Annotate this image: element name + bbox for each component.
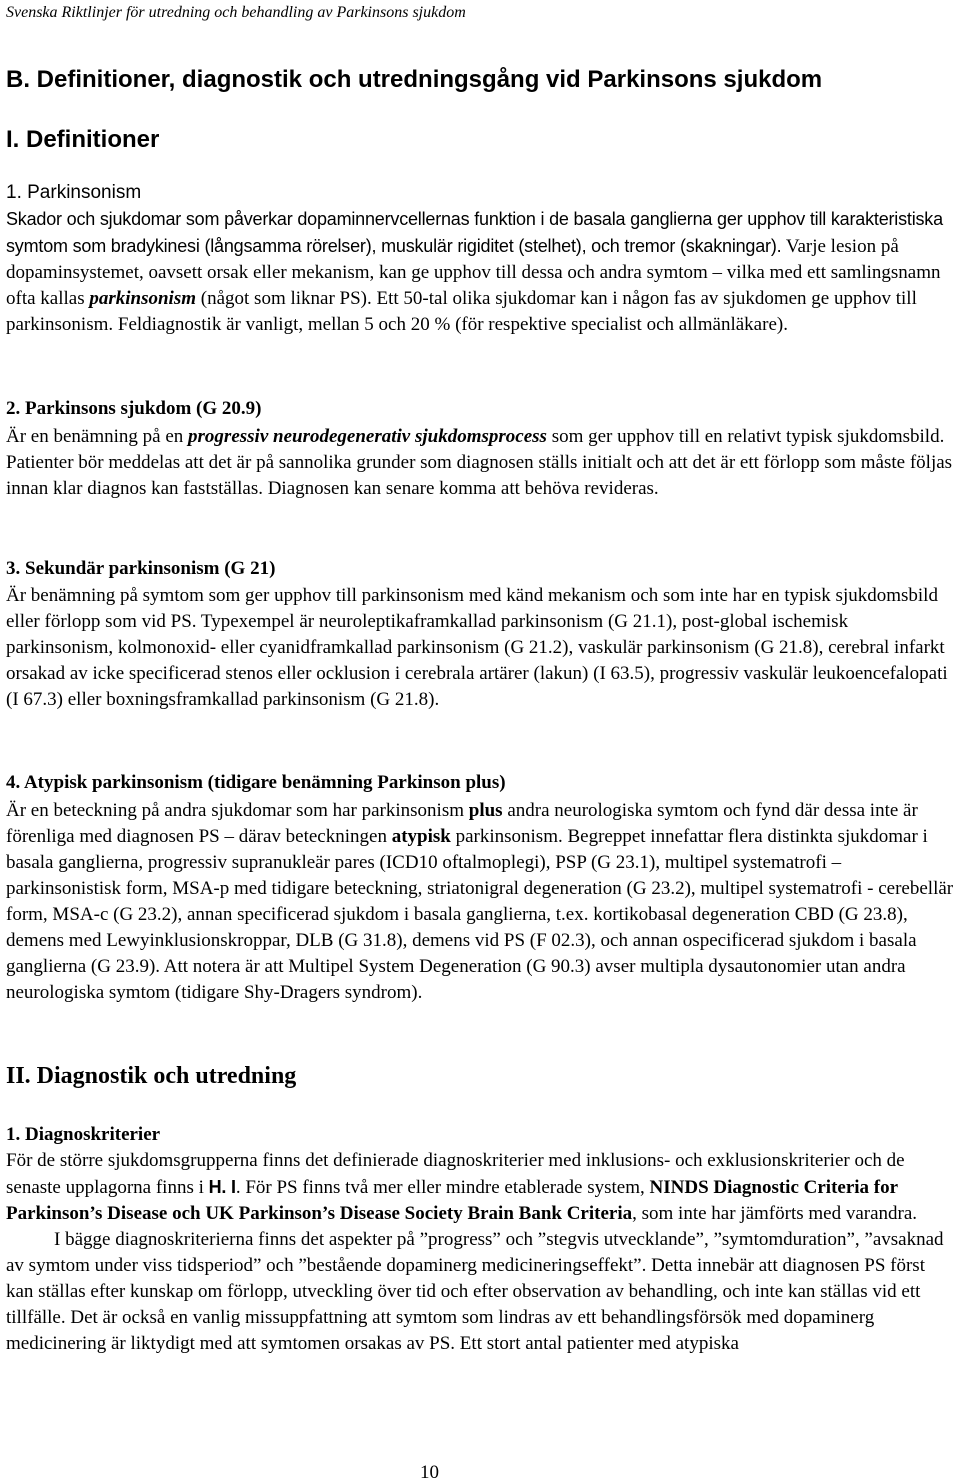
section-heading-definitioner: I. Definitioner [6, 126, 160, 153]
paragraph-diagnoskriterier [6, 1148, 956, 1357]
paragraph-parkinsonism [6, 206, 956, 338]
bold-criteria: NINDS Diagnostic Criteria for Parkinson’s Disease och UK Parkinson’s Disease Society Brain Bank Criteria [6, 1177, 898, 1224]
subsection-heading-sekundar: 3. Sekundär parkinsonism (G 21) [6, 558, 276, 579]
subsection-heading-diagnoskriterier: 1. Diagnoskriterier [6, 1124, 161, 1145]
bold-atypisk: atypisk [391, 826, 451, 847]
reference-link: H. I [208, 1177, 236, 1197]
paragraph-text: I bägge diagnoskriterierna finns det aspekter på ”progress” och ”stegvis utvecklande”, ”symtomduration”, ”avsaknad av symtom under viss tidsperiod” och ”bestående dopaminerg medicineringseffekt”. Detta innebär att diagnosen PS först kan ställas efter kunskap om förlopp, utveckling över tid och efter observation av behandling, och inte kan ställas vid ett tillfälle. Det är också en vanlig missuppfattning att symtom som lindras av ett behandlingsförsök med dopaminerg medicinering är liktydigt med att symtomen orsakas av PS. Ett stort antal patienter med atypiska [6, 1229, 944, 1354]
term-parkinsonism: parkinsonism [89, 288, 197, 309]
paragraph-atypisk [6, 798, 956, 1006]
bold-plus: plus [468, 800, 503, 821]
paragraph-text: som ger upphov till en relativt typisk sjukdomsbild. Patienter bör meddelas att det är på sannolika grunder som diagnosen ställs initialt och att det är ett förlopp som måste följas innan klar diagnos kan fastställas. Diagnosen kan senare komma att behöva revideras. [6, 426, 953, 499]
paragraph-text: (något som liknar PS). Ett 50-tal olika sjukdomar kan i någon fas av sjukdomen ge upphov till parkinsonism. Feldiagnostik är vanligt, mellan 5 och 20 % (för respektive specialist och allmänläkare). [6, 288, 917, 335]
paragraph-text: parkinsonism. Begreppet innefattar flera distinkta sjukdomar i basala ganglierna, progressiv supranukleär pares (ICD10 oftalmoplegi), PSP (G 23.1), multipel systematrofi – parkinsonistisk form, MSA-p med tidigare beteckning, striatonigral degeneration (G 23.2), multipel systematrofi - cerebellär form, MSA-c (G 23.2), annan specificerad sjukdom i basala ganglierna, t.ex. kortikobasal degeneration CBD (G 23.8), demens med Lewyinklusionskroppar, DLB (G 31.8), demens vid PS (F 02.3), och annan ospecificerad sjukdom i basala ganglierna (G 23.9). Att notera är att Multipel System Degeneration (G 90.3) avser multipla dysautonomier utan andra neurologiska symtom (tidigare Shy-Dragers syndrom). [6, 826, 954, 1003]
paragraph-text: andra neurologiska symtom och fynd där dessa inte är förenliga med diagnosen PS – därav beteckningen [6, 800, 918, 847]
paragraph-text: Är en benämning på en [6, 426, 189, 447]
subsection-heading-parkinsonism: 1. Parkinsonism [6, 182, 142, 203]
running-header: Svenska Riktlinjer för utredning och behandling av Parkinsons sjukdom [6, 4, 466, 21]
subsection-heading-parkinsons-sjukdom: 2. Parkinsons sjukdom (G 20.9) [6, 398, 262, 419]
page-title: B. Definitioner, diagnostik och utredningsgång vid Parkinsons sjukdom [6, 66, 823, 93]
paragraph-text: Är en beteckning på andra sjukdomar som har parkinsonism [6, 800, 469, 821]
paragraph-text: . För PS finns två mer eller mindre etablerade system, [235, 1177, 650, 1198]
paragraph-text: Varje lesion på dopaminsystemet, oavsett orsak eller mekanism, kan ge upphov till dessa och andra symtom – vilka med ett samlingsnamn ofta kallas [6, 236, 941, 309]
paragraph-text: Skador och sjukdomar som påverkar dopaminnervcellernas funktion i de basala ganglierna ger upphov till karakteristiska symtom som bradykinesi (långsamma rörelser), muskulär rigiditet (stelhet), och tremor (skakningar). [6, 209, 943, 256]
page-number: 10 [420, 1462, 439, 1483]
section-heading-diagnostik: II. Diagnostik och utredning [6, 1063, 297, 1089]
paragraph-text: , som inte har jämförts med varandra. [632, 1203, 918, 1224]
paragraph-text: För de större sjukdomsgrupperna finns det definierade diagnoskriterier med inklusions- och exklusionskriterier och de senaste upplagorna finns i [6, 1150, 905, 1198]
term-progressiv: progressiv neurodegenerativ sjukdomsprocess [188, 426, 547, 447]
subsection-heading-atypisk: 4. Atypisk parkinsonism (tidigare benämning Parkinson plus) [6, 772, 506, 793]
paragraph-parkinsons-sjukdom [6, 424, 956, 502]
paragraph-sekundar: Är benämning på symtom som ger upphov till parkinsonism med känd mekanism och som inte har en typisk sjukdomsbild eller förlopp som vid PS. Typexempel är neuroleptikaframkallad parkinsonism (G 21.1), post-global ischemisk parkinsonism, kolmonoxid- eller cyanidframkallad parkinsonism (G 21.2), vaskulär parkinsonism (G 21.8), cerebral infarkt orsakad av icke specificerad stenos eller ocklusion i cerebrala artärer (lakun) (I 63.5), progressiv vaskulär leukoencefalopati (I 67.3) eller boxningsframkallad parkinsonism (G 21.8). [6, 585, 948, 710]
